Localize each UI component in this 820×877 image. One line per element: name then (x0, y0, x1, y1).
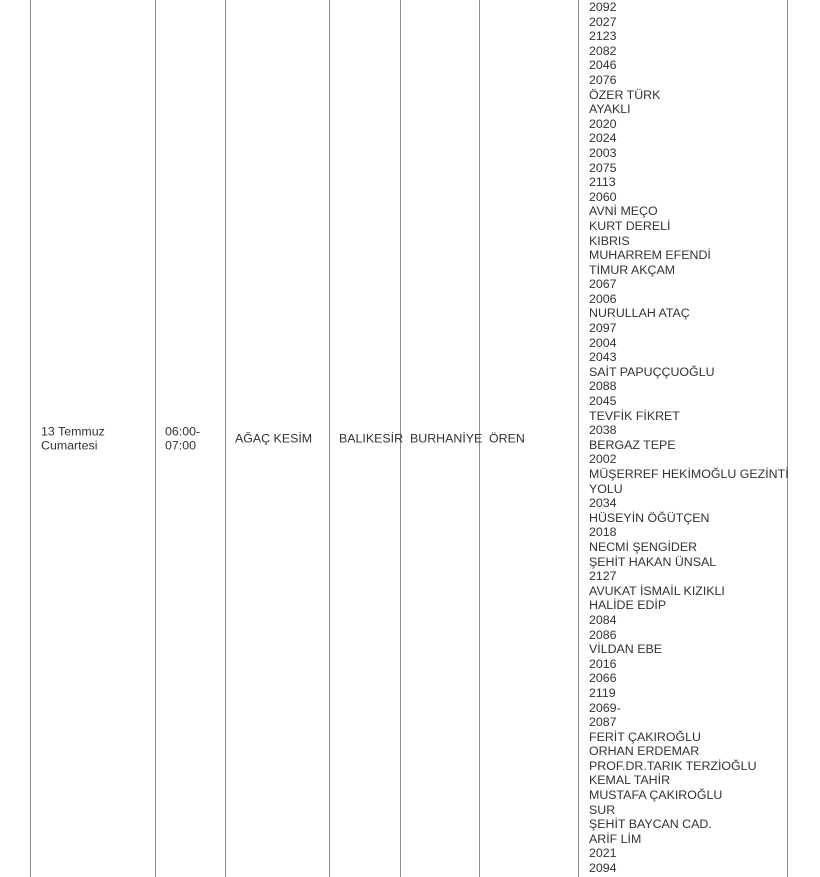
date-text (41, 424, 105, 453)
street-item: 2084 (589, 612, 617, 627)
street-item: KIBRIS (589, 233, 630, 248)
street-item: ORHAN ERDEMAR (589, 744, 700, 759)
street-item: TİMUR AKÇAM (589, 262, 676, 277)
street-item: 2092 (589, 0, 617, 14)
neighborhood-cell (480, 0, 579, 877)
street-item: 2123 (589, 29, 617, 44)
date-cell (31, 0, 156, 877)
street-item: HÜSEYİN ÖĞÜTÇEN (589, 510, 710, 525)
street-item: HALİDE EDİP (589, 598, 667, 613)
street-item: TEVFİK FİKRET (589, 408, 680, 423)
street-item: 2069- (589, 700, 621, 715)
street-item: 2113 (589, 175, 616, 190)
street-item: 2045 (589, 394, 617, 409)
street-item: MUHARREM EFENDİ (589, 248, 711, 263)
street-item: NECMİ ŞENGİDER (589, 539, 698, 554)
street-item: VİLDAN EBE (589, 642, 662, 657)
street-item: ÖZER TÜRK (589, 87, 661, 102)
street-item: YOLU (589, 481, 623, 496)
street-item: 2088 (589, 379, 617, 394)
street-item: MÜŞERREF HEKİMOĞLU GEZİNTİ (589, 467, 789, 481)
time-end: 07:00 (165, 438, 197, 453)
street-item: 2075 (589, 160, 617, 175)
outage-table (30, 0, 788, 877)
time-text (165, 424, 200, 453)
street-item: SUR (589, 802, 616, 817)
street-item: 2027 (589, 14, 617, 29)
street-item: MUSTAFA ÇAKIROĞLU (589, 788, 723, 803)
street-item: NURULLAH ATAÇ (589, 306, 690, 321)
district-cell (401, 0, 483, 877)
province-cell (330, 0, 404, 877)
street-item: 2094 (589, 861, 617, 876)
time-cell (156, 0, 226, 877)
street-item: 2016 (589, 656, 617, 671)
street-item: 2046 (589, 58, 617, 73)
street-item: AVUKAT İSMAİL KIZIKLI (589, 583, 725, 598)
street-item: 2087 (589, 715, 617, 730)
street-item: 2082 (589, 43, 617, 58)
street-item: 2034 (589, 496, 617, 511)
street-item: 2127 (589, 569, 617, 584)
province-text: BALIKESİR (339, 431, 404, 446)
street-item: AVNİ MEÇO (589, 204, 658, 219)
street-item: KURT DERELİ (589, 218, 671, 233)
reason-cell (226, 0, 330, 877)
district-text: BURHANİYE (410, 431, 483, 446)
neighborhood-text: ÖREN (489, 431, 525, 446)
street-item: 2021 (589, 846, 617, 861)
street-item: 2038 (589, 423, 617, 438)
street-item: 2002 (589, 452, 617, 467)
street-item: 2020 (589, 116, 617, 131)
reason-text: AĞAÇ KESİM (235, 431, 313, 446)
date-weekday: Cumartesi (41, 438, 98, 453)
street-item: PROF.DR.TARIK TERZİOĞLU (589, 758, 757, 773)
street-item: 2066 (589, 671, 617, 686)
street-item: ŞEHİT HAKAN ÜNSAL (589, 554, 717, 569)
street-item: 2006 (589, 291, 617, 306)
street-item: 2086 (589, 627, 617, 642)
street-item: 2043 (589, 350, 617, 365)
date-day: 13 Temmuz (41, 423, 105, 438)
street-item: SAİT PAPUÇÇUOĞLU (589, 364, 715, 379)
time-start: 06:00- (165, 423, 201, 438)
street-list (589, 0, 789, 876)
streets-cell (579, 0, 787, 877)
street-item: 2004 (589, 335, 617, 350)
street-item: 2003 (589, 145, 617, 160)
street-item: ARİF LİM (589, 831, 642, 846)
street-item: 2097 (589, 321, 617, 336)
street-item: 2067 (589, 277, 617, 292)
street-item: 2119 (589, 685, 616, 700)
street-item: 2018 (589, 525, 617, 540)
street-item: ŞEHİT BAYCAN CAD. (589, 817, 712, 832)
street-item: AYAKLI (589, 102, 631, 117)
street-item: 2060 (589, 189, 617, 204)
street-item: 2024 (589, 131, 617, 146)
street-item: BERGAZ TEPE (589, 437, 676, 452)
street-item: 2076 (589, 72, 617, 87)
street-item: FERİT ÇAKIROĞLU (589, 729, 701, 744)
street-item: KEMAL TAHİR (589, 773, 671, 788)
